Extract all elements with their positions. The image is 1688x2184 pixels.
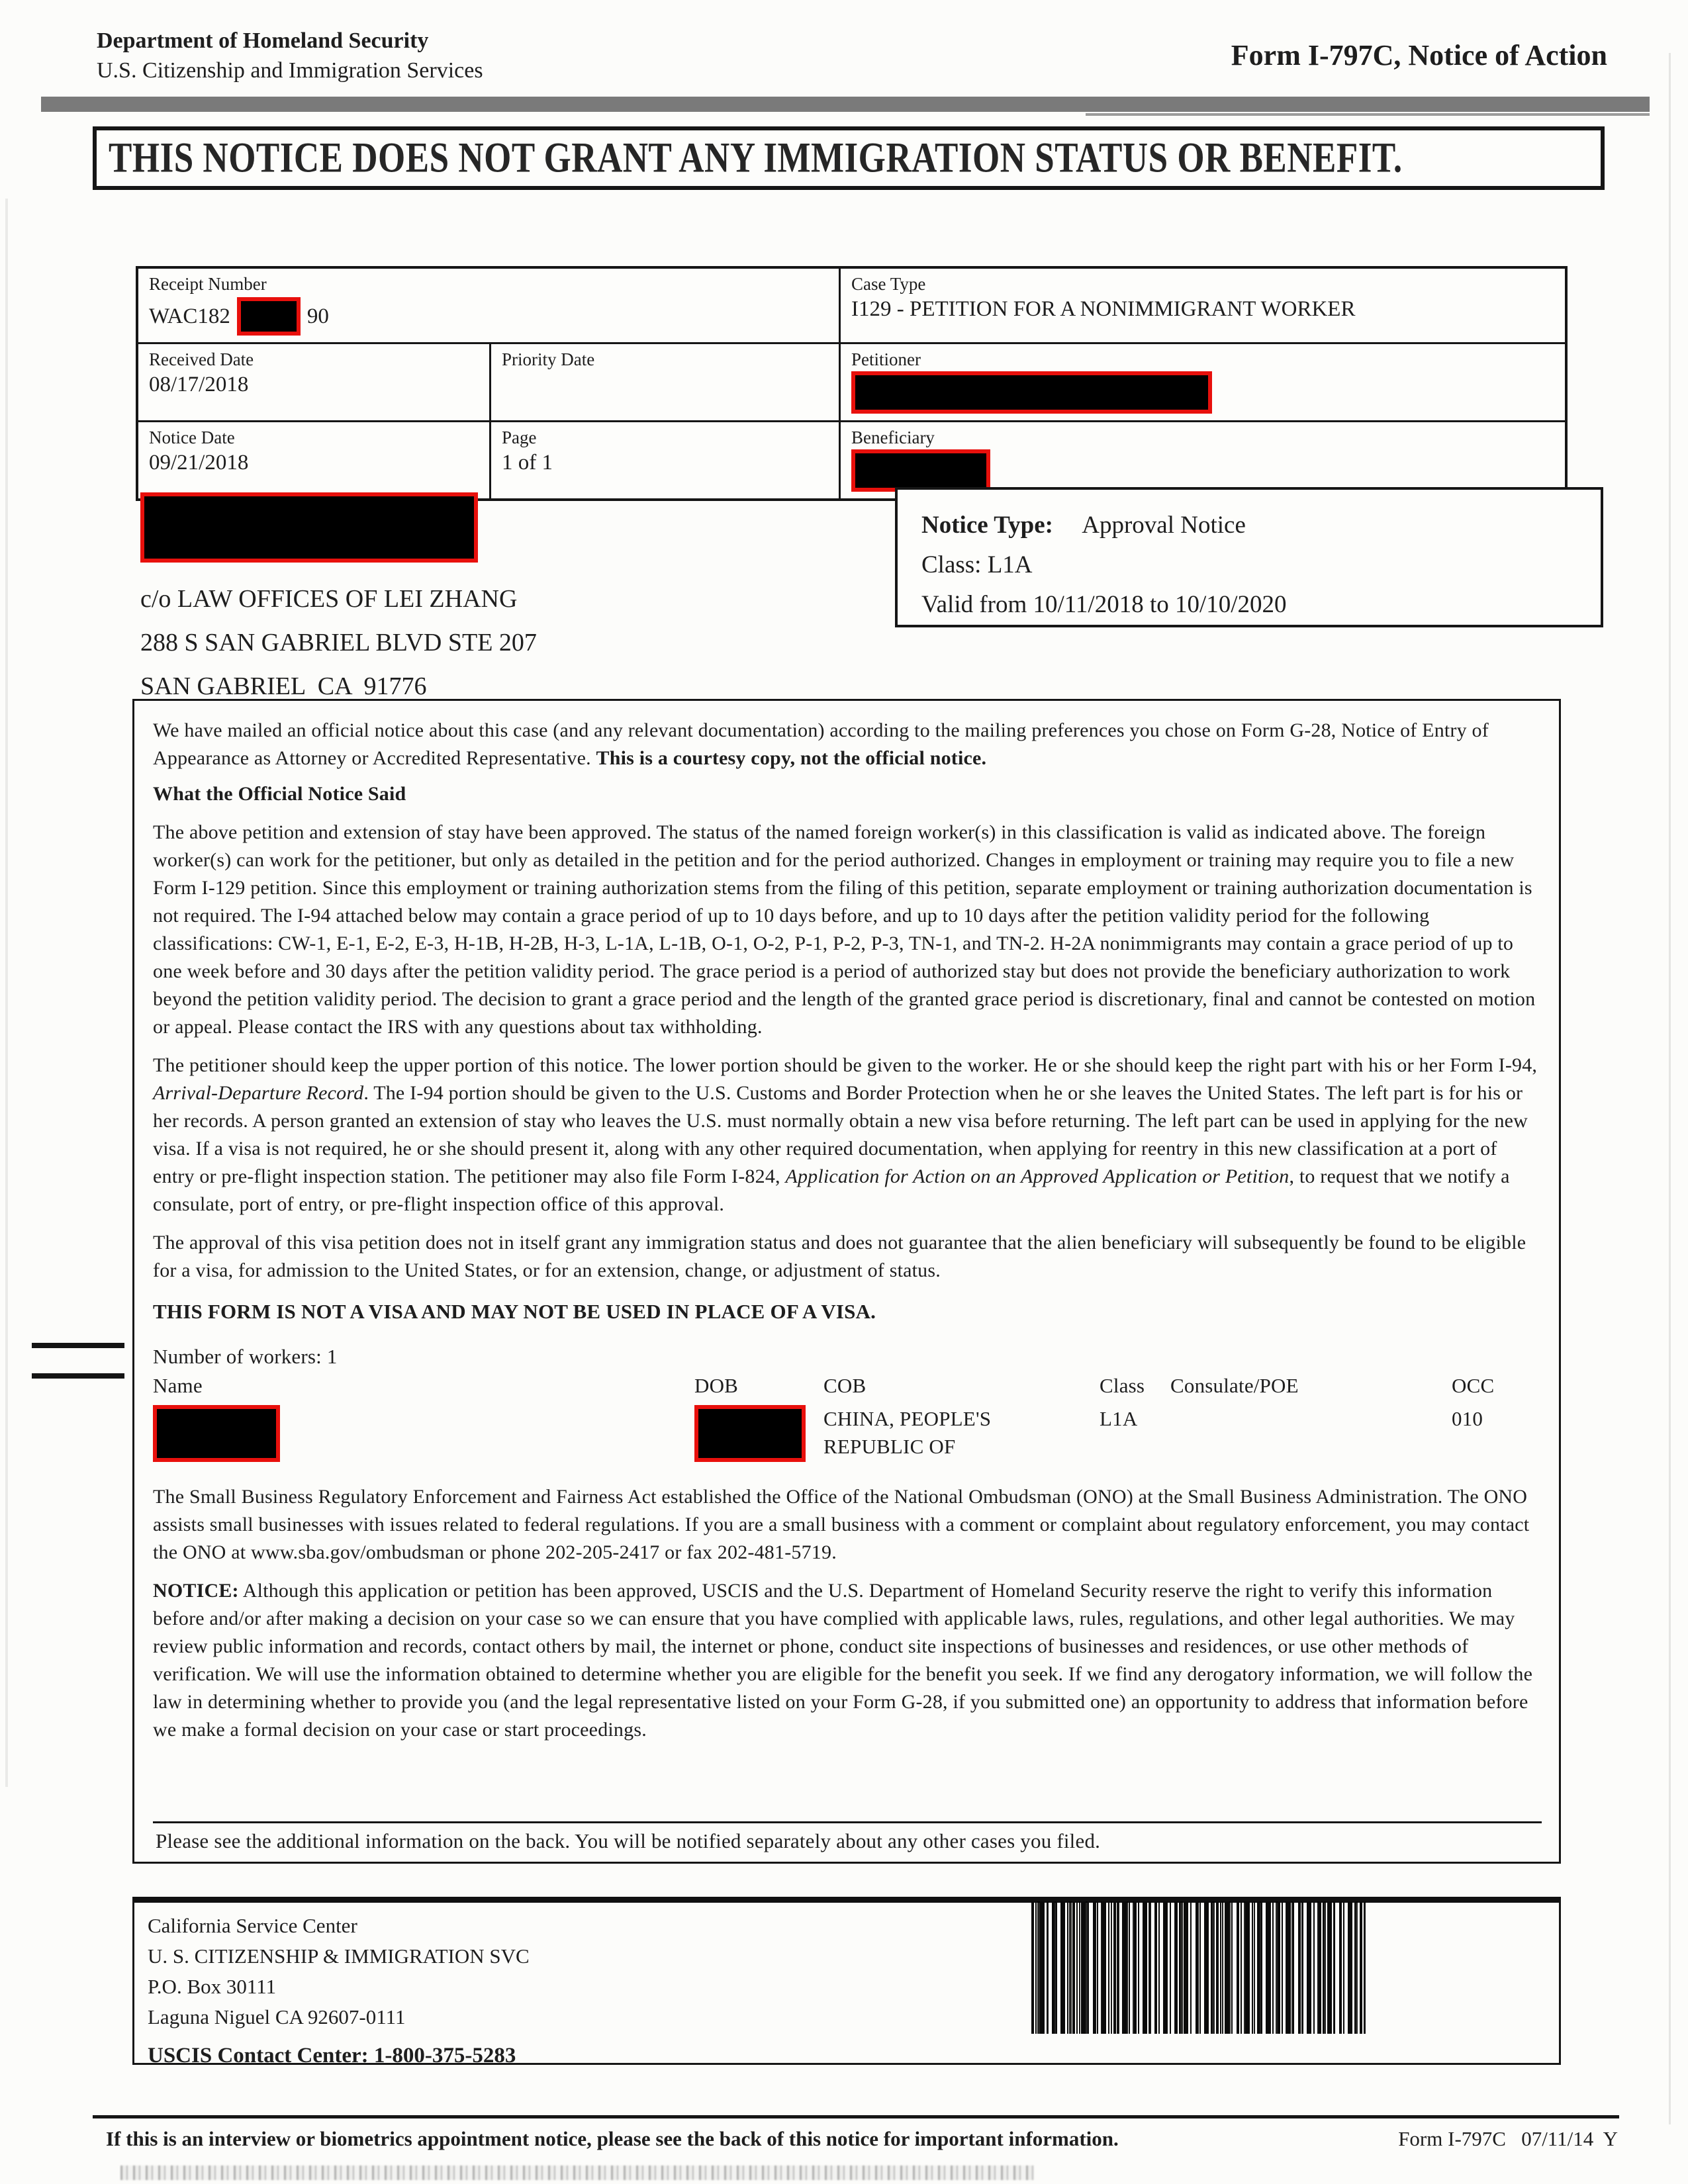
- approval-paragraph: The above petition and extension of stay have been approved. The status of the named foreign worker(s) in this classification is valid as indicated above. The foreign worker(s) can work for the petitioner, but only as detailed in the petition and for the period authorized. Changes in employment or training may require you to file a new Form I-129 petition. Since this employment or training authorization stems from the filing of this petition, separate employment or training authorization documentation is not required. The I-94 attached below may contain a grace period of up to 10 days before, and up to 10 days after the petition validity period for the following classifications: CW-1, E-1, E-2, E-3, H-1B, H-2B, H-3, L-1A, L-1B, O-1, O-2, P-1, P-2, P-3, TN-1, and TN-2. H-2A nonimmigrants may contain a grace period of up to one week before and 30 days after the petition validity period. The grace period is a period of authorized stay but does not provide the beneficiary authorization to work beyond the petition validity period. The decision to grant a grace period and the length of the granted grace period is discretionary, final and cannot be contested on motion or appeal. Please contact the IRS with any questions about tax withholding.: [153, 821, 1536, 1038]
- notice-type-label: Notice Type:: [921, 512, 1054, 539]
- received-date-label: Received Date: [149, 349, 254, 369]
- service-center-pobox: P.O. Box 30111: [148, 1975, 277, 1998]
- worker-col-name: Name: [153, 1374, 203, 1397]
- notice-body-box: [132, 699, 1561, 1864]
- notice-type-line: [921, 506, 1601, 545]
- worker-cob-line1: CHINA, PEOPLE'S: [823, 1407, 992, 1430]
- not-a-visa-statement: THIS FORM IS NOT A VISA AND MAY NOT BE USED IN PLACE OF A VISA.: [153, 1300, 876, 1323]
- notice-type-value: Approval Notice: [1082, 512, 1246, 539]
- uscis-contact-line: USCIS Contact Center: 1-800-375-5283: [148, 2044, 516, 2068]
- barcode: [1031, 1901, 1366, 2034]
- official-notice-heading: What the Official Notice Said: [153, 783, 406, 805]
- notice-date-value: 09/21/2018: [149, 451, 249, 475]
- redaction-box-receipt-number: [237, 297, 301, 336]
- portions-text-3: , to request that we notify a consulate, port of entry, or pre-flight inspection office of this approval.: [153, 1165, 1510, 1215]
- redaction-box-beneficiary: [851, 449, 990, 492]
- worker-col-cob: COB: [823, 1374, 867, 1397]
- arrival-departure-record-italic: Arrival-Departure Record: [153, 1082, 364, 1104]
- worker-col-occ: OCC: [1452, 1374, 1495, 1397]
- received-date-value: 08/17/2018: [149, 373, 249, 396]
- worker-cob-cell: [823, 1400, 1100, 1473]
- worker-cob-line2: REPUBLIC OF: [823, 1435, 956, 1458]
- worker-col-consulate: Consulate/POE: [1170, 1374, 1299, 1397]
- worker-col-dob: DOB: [694, 1374, 739, 1397]
- agency-subname: U.S. Citizenship and Immigration Services: [97, 58, 483, 83]
- worker-table-row: [153, 1400, 1542, 1473]
- notice-date-label: Notice Date: [149, 428, 235, 447]
- valid-line: Valid from 10/11/2018 to 10/10/2020: [921, 591, 1287, 618]
- sba-paragraph: The Small Business Regulatory Enforcement and Fairness Act established the Office of the National Ombudsman (ONO) at the Small Business Administration. The ONO assists small businesses with issues related to federal regulations. If you are a small business with a comment or complaint about regulatory enforcement, you may contact the ONO at www.sba.gov/ombudsman or phone 202-205-2417 or fax 202-481-5719.: [153, 1486, 1530, 1563]
- receipt-number-suffix: 90: [306, 304, 329, 328]
- notice-banner-text: THIS NOTICE DOES NOT GRANT ANY IMMIGRATION STATUS OR BENEFIT.: [109, 134, 1403, 182]
- receipt-number-cell: [138, 269, 841, 344]
- page-label: Page: [502, 428, 537, 447]
- beneficiary-label: Beneficiary: [851, 428, 935, 447]
- page-value: 1 of 1: [502, 451, 553, 475]
- form-i824-italic: Application for Action on an Approved Application or Petition: [785, 1165, 1289, 1187]
- portions-paragraph: [153, 1052, 1542, 1218]
- header-divider-shadow: [1086, 113, 1650, 116]
- header-divider-bar: [41, 97, 1650, 112]
- receipt-number-label: Receipt Number: [149, 274, 267, 294]
- footer-appointment-note: If this is an interview or biometrics appointment notice, please see the back of this notice for important information.: [106, 2127, 1119, 2150]
- back-information-note: Please see the additional information on the back. You will be notified separately about any other cases you filed.: [153, 1821, 1542, 1862]
- verification-notice-text: Although this application or petition has been approved, USCIS and the U.S. Department of Homeland Security reserve the right to verify this information before and/or after making a decision on your case so we can ensure that you have complied with applicable laws, rules, regulations, and other legal authorities. We may review public information and records, contact others by mail, the internet or phone, conduct site inspections of businesses and residences, or use other methods of verification. We will use the information obtained to determine whether you are eligible for the benefit you seek. If we find any derogatory information, we will follow the law in determining whether to provide you (and the legal representative listed on your Form G-28, if you submitted one) an opportunity to address that information before we make a formal decision on your case or start proceedings.: [153, 1580, 1533, 1741]
- class-line: Class: L1A: [921, 551, 1033, 578]
- verification-notice-paragraph: [153, 1577, 1542, 1744]
- page-cell: [491, 422, 841, 498]
- worker-occ-cell: 010: [1452, 1407, 1483, 1430]
- worker-name-cell: [153, 1400, 694, 1473]
- notice-date-cell: [138, 422, 491, 498]
- worker-col-class: Class: [1100, 1374, 1145, 1397]
- redaction-box-worker-dob: [694, 1405, 806, 1462]
- portions-text-1: The petitioner should keep the upper portion of this notice. The lower portion should be given to the worker. He or she should keep the right part with his or her Form I-94,: [153, 1054, 1538, 1076]
- agency-name: Department of Homeland Security: [97, 28, 429, 53]
- margin-dash-mark: [32, 1373, 124, 1379]
- service-center-box: [132, 1897, 1561, 2068]
- receipt-table: [136, 266, 1568, 501]
- verification-notice-label: NOTICE:: [153, 1580, 239, 1602]
- receipt-number-value: [149, 297, 835, 336]
- address-line-street: 288 S SAN GABRIEL BLVD STE 207: [140, 629, 537, 657]
- courtesy-copy-paragraph: [153, 717, 1542, 772]
- service-center-agency: U. S. CITIZENSHIP & IMMIGRATION SVC: [148, 1944, 530, 1968]
- footer-divider: [93, 2115, 1619, 2118]
- address-line-co: c/o LAW OFFICES OF LEI ZHANG: [140, 585, 518, 613]
- case-type-cell: [841, 269, 1565, 344]
- worker-dob-cell: [694, 1400, 823, 1473]
- priority-date-label: Priority Date: [502, 349, 595, 369]
- redaction-box-petitioner: [851, 371, 1212, 414]
- workers-count: Number of workers: 1: [153, 1345, 338, 1368]
- footer-form-id: Form I-797C 07/11/14 Y: [1398, 2127, 1618, 2150]
- service-center-city: Laguna Niguel CA 92607-0111: [148, 2005, 406, 2028]
- courtesy-copy-bold: This is a courtesy copy, not the official notice.: [596, 747, 987, 769]
- received-date-cell: [138, 344, 491, 422]
- footer: [106, 2127, 1618, 2151]
- portions-text-2: . The I-94 portion should be given to the U.S. Customs and Border Protection when he or she leaves the United States. The left part is for his or her records. A person granted an extension of stay who leaves the U.S. must normally obtain a new visa before returning. The left part can be used in applying for the new visa. If a visa is not required, he or she should present it, along with any other required documentation, when applying for reentry in this new classification at a port of entry or pre-flight inspection station. The petitioner may also file Form I-824,: [153, 1082, 1528, 1187]
- case-type-label: Case Type: [851, 274, 926, 294]
- service-center-name: California Service Center: [148, 1914, 357, 1937]
- no-status-paragraph: The approval of this visa petition does not in itself grant any immigration status and does not guarantee that the alien beneficiary will subsequently be found to be eligible for a visa, for admission to the United States, or for an extension, change, or adjustment of status.: [153, 1232, 1526, 1281]
- priority-date-cell: [491, 344, 841, 422]
- form-title: Form I-797C, Notice of Action: [1231, 39, 1607, 71]
- courtesy-copy-text: We have mailed an official notice about this case (and any relevant documentation) according to the mailing preferences you chose on Form G-28, Notice of Entry of Appearance as Attorney or Accredited Representative.: [153, 719, 1489, 769]
- scan-edge-artifact: [5, 199, 8, 1787]
- scan-bleedthrough-artifact: [120, 2165, 1034, 2180]
- redaction-box-addressee: [140, 492, 478, 563]
- notice-banner: [93, 126, 1605, 190]
- address-line-city: SAN GABRIEL CA 91776: [140, 672, 427, 700]
- case-type-value: I129 - PETITION FOR A NONIMMIGRANT WORKER: [851, 297, 1356, 321]
- receipt-number-prefix: WAC182: [149, 304, 230, 328]
- agency-header: [97, 26, 483, 86]
- scan-edge-artifact: [1669, 53, 1671, 2124]
- worker-table-header: [153, 1371, 1542, 1400]
- mailing-address-block: [140, 492, 537, 708]
- margin-dash-mark: [32, 1343, 124, 1348]
- worker-class-cell: L1A: [1100, 1407, 1138, 1430]
- redaction-box-worker-name: [153, 1405, 280, 1462]
- notice-type-box: [895, 487, 1603, 627]
- worker-consulate-cell: [1170, 1400, 1452, 1473]
- petitioner-label: Petitioner: [851, 349, 921, 369]
- petitioner-cell: [841, 344, 1565, 422]
